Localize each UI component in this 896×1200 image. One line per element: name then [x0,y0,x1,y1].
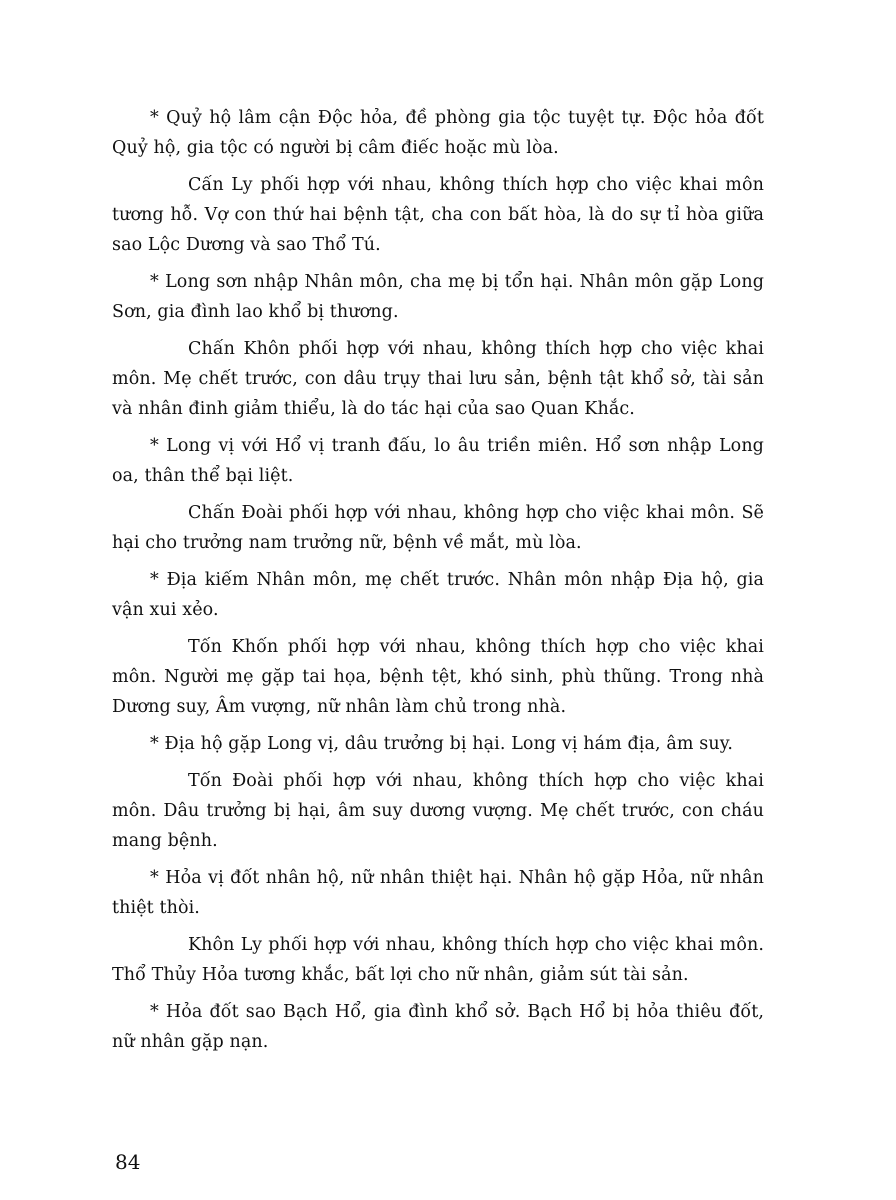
document-page [112,103,764,1064]
paragraph-5: * Long vị với Hổ vị tranh đấu, lo âu triền miên. Hổ sơn nhập Long oa, thân thể bại liệt. [112,436,764,486]
paragraph-6: Chấn Đoài phối hợp với nhau, không hợp cho việc khai môn. Sẽ hại cho trưởng nam trưởng nữ, bệnh về mắt, mù lòa. [112,503,764,553]
paragraph-8: Tốn Khốn phối hợp với nhau, không thích hợp cho việc khai môn. Người mẹ gặp tai họa, bệnh tệt, khó sinh, phù thũng. Trong nhà Dương suy, Âm vượng, nữ nhân làm chủ trong nhà. [112,637,764,717]
paragraph-12: Khôn Ly phối hợp với nhau, không thích hợp cho việc khai môn. Thổ Thủy Hỏa tương khắc, bất lợi cho nữ nhân, giảm sút tài sản. [112,935,764,985]
paragraph-7: * Địa kiếm Nhân môn, mẹ chết trước. Nhân môn nhập Địa hộ, gia vận xui xẻo. [112,570,764,620]
paragraph-10: Tốn Đoài phối hợp với nhau, không thích hợp cho việc khai môn. Dâu trưởng bị hại, âm suy dương vượng. Mẹ chết trước, con cháu mang bệnh. [112,771,764,851]
paragraph-2: Cấn Ly phối hợp với nhau, không thích hợp cho việc khai môn tương hỗ. Vợ con thứ hai bệnh tật, cha con bất hòa, là do sự tỉ hòa giữa sao Lộc Dương và sao Thổ Tú. [112,175,764,255]
paragraph-9: * Địa hộ gặp Long vị, dâu trưởng bị hại. Long vị hám địa, âm suy. [150,734,734,754]
paragraph-3: * Long sơn nhập Nhân môn, cha mẹ bị tổn hại. Nhân môn gặp Long Sơn, gia đình lao khổ bị thương. [112,272,764,322]
paragraph-11: * Hỏa vị đốt nhân hộ, nữ nhân thiệt hại. Nhân hộ gặp Hỏa, nữ nhân thiệt thòi. [112,868,764,918]
paragraph-13: * Hỏa đốt sao Bạch Hổ, gia đình khổ sở. Bạch Hổ bị hỏa thiêu đốt, nữ nhân gặp nạn. [112,1002,764,1052]
paragraph-1: * Quỷ hộ lâm cận Độc hỏa, đề phòng gia tộc tuyệt tự. Độc hỏa đốt Quỷ hộ, gia tộc có người bị câm điếc hoặc mù lòa. [112,108,764,158]
page-number: 84 [115,1150,141,1174]
paragraph-4: Chấn Khôn phối hợp với nhau, không thích hợp cho việc khai môn. Mẹ chết trước, con dâu trụy thai lưu sản, bệnh tật khổ sở, tài sản và nhân đinh giảm thiểu, là do tác hại của sao Quan Khắc. [112,339,764,419]
